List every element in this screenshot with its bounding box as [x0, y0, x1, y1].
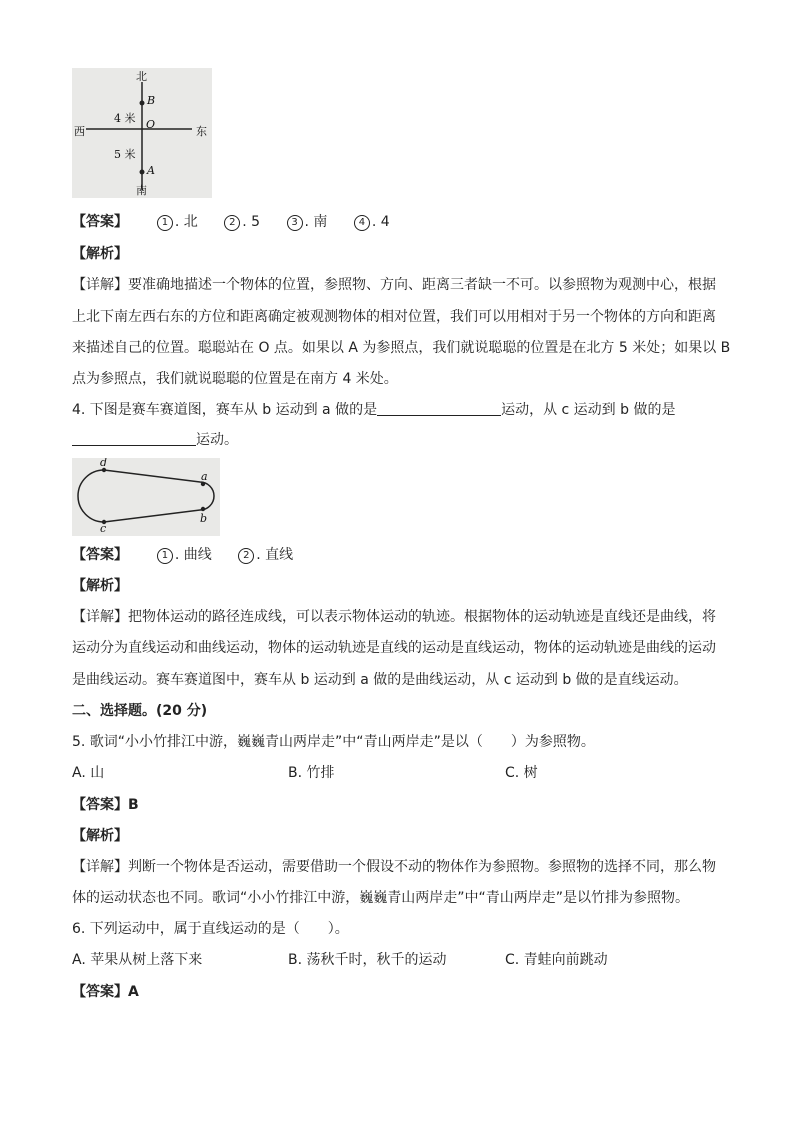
point-b-label: B	[147, 94, 156, 107]
dist-bottom-label: 5 米	[114, 148, 136, 161]
race-track-diagram	[72, 458, 220, 536]
q4-question-line-2: 运动。	[72, 430, 238, 450]
q5-analysis-tag: 【解析】	[72, 828, 128, 844]
compass-figure	[72, 68, 212, 198]
q5-option-a[interactable]: A. 山	[72, 765, 105, 781]
north-label: 北	[136, 70, 147, 83]
answer-blank-2[interactable]	[72, 445, 196, 446]
q5-answer: 【答案】B	[72, 797, 139, 813]
label-b: b	[200, 512, 208, 525]
track-outline	[78, 470, 214, 522]
point-b-dot	[201, 507, 205, 511]
q3-answer-tag: 【答案】	[72, 214, 128, 230]
compass-diagram	[72, 68, 212, 198]
answer-number-badge: 2	[224, 215, 240, 231]
label-d: d	[100, 458, 108, 469]
label-c: c	[100, 522, 107, 535]
q5-detail-line: 【详解】判断一个物体是否运动，需要借助一个假设不动的物体作为参照物。参照物的选择不同，那么物	[72, 859, 716, 875]
answer-number-badge: 2	[238, 548, 254, 564]
q3-detail-line: 上北下南左西右东的方位和距离确定被观测物体的相对位置，我们可以用相对于另一个物体的方向和距离	[72, 309, 716, 325]
label-a: a	[201, 470, 208, 483]
south-label: 南	[136, 184, 147, 197]
q4-answer-2: 2 . 直线	[238, 545, 293, 565]
point-b-dot	[140, 101, 145, 106]
q3-detail-line: 点为参照点，我们就说聪聪的位置是在南方 4 米处。	[72, 371, 398, 387]
point-a-dot	[140, 170, 145, 175]
q3-answer-1: 1 . 北	[157, 212, 198, 232]
east-label: 东	[196, 125, 207, 138]
q4-detail-line: 【详解】把物体运动的路径连成线，可以表示物体运动的轨迹。根据物体的运动轨迹是直线还是曲线，将	[72, 609, 716, 625]
answer-blank-1[interactable]	[377, 415, 501, 416]
answer-number-badge: 3	[287, 215, 303, 231]
dist-top-label: 4 米	[114, 112, 136, 125]
q6-answer: 【答案】A	[72, 984, 139, 1000]
q3-answer-4: 4 . 4	[354, 212, 390, 232]
q5-detail-line: 体的运动状态也不同。歌词“小小竹排江中游，巍巍青山两岸走”中“青山两岸走”是以竹排为参照物。	[72, 890, 690, 906]
q4-answer-1: 1 . 曲线	[157, 545, 212, 565]
q4-analysis-tag: 【解析】	[72, 578, 128, 594]
answer-number-badge: 4	[354, 215, 370, 231]
q6-question: 6. 下列运动中，属于直线运动的是（ ）。	[72, 921, 349, 937]
q4-question-line-1: 4. 下图是赛车赛道图，赛车从 b 运动到 a 做的是 运动，从 c 运动到 b 做的是	[72, 402, 676, 418]
west-label: 西	[74, 125, 85, 138]
q6-option-c[interactable]: C. 青蛙向前跳动	[505, 952, 608, 968]
q3-detail-line: 来描述自己的位置。聪聪站在 O 点。如果以 A 为参照点，我们就说聪聪的位置是在北方 5 米处；如果以 B	[72, 340, 731, 356]
q4-detail-line: 是曲线运动。赛车赛道图中，赛车从 b 运动到 a 做的是曲线运动，从 c 运动到 b 做的是直线运动。	[72, 672, 688, 688]
q3-answer-3: 3 . 南	[287, 212, 328, 232]
q6-option-a[interactable]: A. 苹果从树上落下来	[72, 952, 203, 968]
section-title: 二、选择题。(20 分)	[72, 703, 208, 719]
point-o-label: O	[146, 118, 156, 131]
q5-question: 5. 歌词“小小竹排江中游，巍巍青山两岸走”中“青山两岸走”是以（ ）为参照物。	[72, 734, 595, 750]
q4-answer-line	[72, 545, 315, 565]
q3-answer-line	[72, 212, 412, 232]
race-track-figure	[72, 458, 220, 536]
q3-analysis-tag: 【解析】	[72, 246, 128, 262]
q5-option-c[interactable]: C. 树	[505, 765, 538, 781]
q5-option-b[interactable]: B. 竹排	[288, 765, 335, 781]
answer-number-badge: 1	[157, 548, 173, 564]
q4-answer-tag: 【答案】	[72, 547, 128, 563]
point-a-label: A	[147, 164, 155, 177]
q3-answer-2: 2 . 5	[224, 212, 260, 232]
q3-detail-line: 【详解】要准确地描述一个物体的位置，参照物、方向、距离三者缺一不可。以参照物为观测中心，根据	[72, 277, 716, 293]
answer-number-badge: 1	[157, 215, 173, 231]
q4-detail-line: 运动分为直线运动和曲线运动，物体的运动轨迹是直线的运动是直线运动，物体的运动轨迹是曲线的运动	[72, 640, 716, 656]
q6-option-b[interactable]: B. 荡秋千时，秋千的运动	[288, 952, 447, 968]
